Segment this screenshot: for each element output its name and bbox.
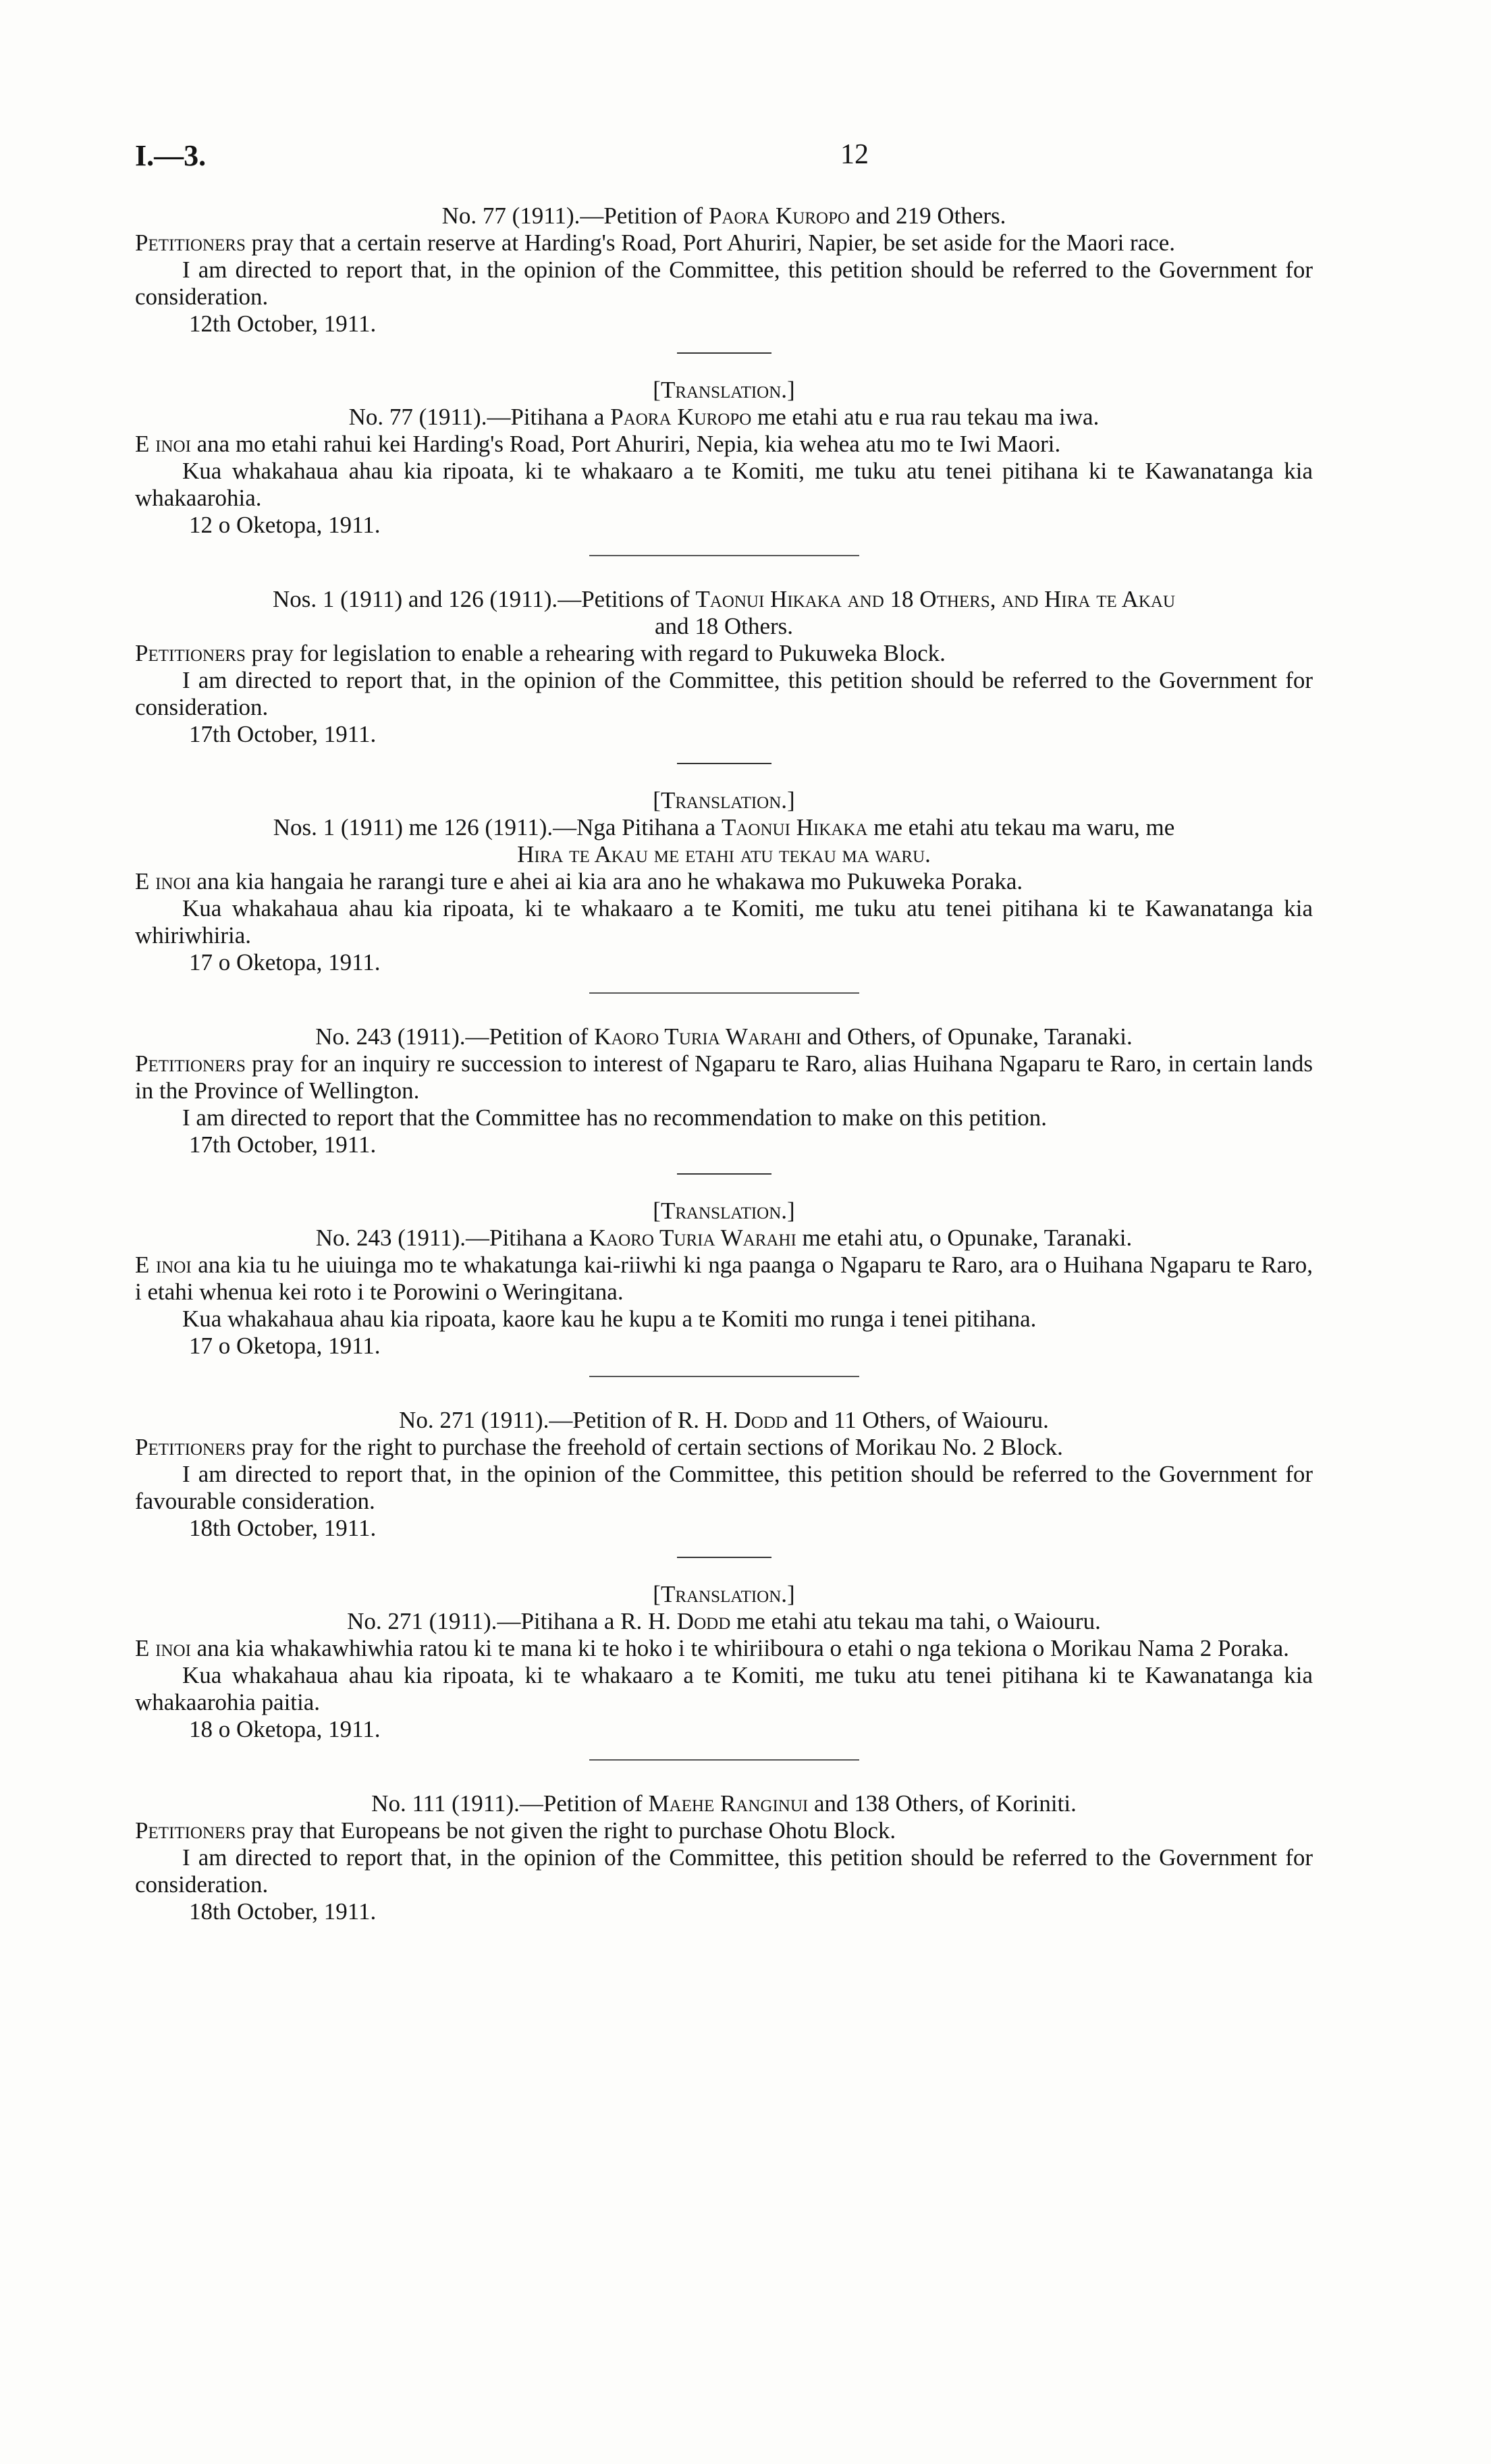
translation-body: E inoi ana kia tu he uiuinga mo te whakatunga kai-riiwhi ki nga paanga o Ngaparu te Raro, ara o Huihana Ngaparu te Raro, i etahi whenua kei roto i te Porowini o Weringitana. (135, 1252, 1313, 1305)
report-date: 18th October, 1911. (189, 1515, 377, 1541)
translation-body: E inoi ana kia hangaia he rarangi ture e ahei ai kia ara ano he whakawa mo Pukuweka Poraka. (135, 868, 1023, 894)
petition-section (135, 586, 1313, 994)
petitioner-name: Taonui Hikaka (695, 586, 842, 612)
translation-title: No. 77 (1911).—Pitihana a Paora Kuropo me etahi atu e rua rau tekau ma iwa. (348, 404, 1100, 430)
translation-report: Kua whakahaua ahau kia ripoata, kaore kau he kupu a te Komiti mo runga i tenei pitihana. (182, 1306, 1037, 1332)
petition-section (135, 1023, 1313, 1377)
petition-body: Petitioners pray for legislation to enable a rehearing with regard to Pukuweka Block. (135, 640, 946, 666)
section-divider (589, 1759, 859, 1761)
translation-date: 18 o Oketopa, 1911. (189, 1716, 381, 1742)
translation-body: E inoi ana kia whakawhiwhia ratou ki te mana ki te hoko i te whiriiboura o etahi o nga tekiona o Morikau Nama 2 Poraka. (135, 1635, 1289, 1661)
translation-label: [Translation.] (653, 377, 795, 403)
page-reference: I.—3. (135, 139, 207, 172)
petition-section (135, 1790, 1313, 1925)
report-date: 17th October, 1911. (189, 721, 377, 747)
translation-label: [Translation.] (653, 787, 795, 813)
divider (677, 1173, 771, 1175)
translation-label: [Translation.] (653, 1198, 795, 1224)
petition-body: Petitioners pray that Europeans be not given the right to purchase Ohotu Block. (135, 1817, 896, 1844)
committee-report: I am directed to report that, in the opinion of the Committee, this petition should be referred to the Government for favourable consideration. (135, 1461, 1313, 1514)
report-date: 18th October, 1911. (189, 1898, 377, 1925)
translation-date: 12 o Oketopa, 1911. (189, 512, 381, 538)
translation-report: Kua whakahaua ahau kia ripoata, ki te whakaaro a te Komiti, me tuku atu tenei pitihana ki te Kawanatanga kia whakaarohia paitia. (135, 1662, 1313, 1715)
divider (677, 352, 771, 354)
petition-body: Petitioners pray for the right to purchase the freehold of certain sections of Morikau No. 2 Block. (135, 1434, 1063, 1460)
document-body (135, 203, 1313, 1925)
petition-body: Petitioners pray for an inquiry re succession to interest of Ngaparu te Raro, alias Huihana Ngaparu te Raro, in certain lands in the Province of Wellington. (135, 1050, 1313, 1104)
translation-report: Kua whakahaua ahau kia ripoata, ki te whakaaro a te Komiti, me tuku atu tenei pitihana ki te Kawanatanga kia whakaarohia. (135, 458, 1313, 511)
translation-title: Nos. 1 (1911) me 126 (1911).—Nga Pitihana a Taonui Hikaka me etahi atu tekau ma waru, me (273, 814, 1175, 840)
translation-report: Kua whakahaua ahau kia ripoata, ki te whakaaro a te Komiti, me tuku atu tenei pitihana ki te Kawanatanga kia whiriwhiria. (135, 895, 1313, 948)
translation-date: 17 o Oketopa, 1911. (189, 949, 381, 975)
petition-body: Petitioners pray that a certain reserve at Harding's Road, Port Ahuriri, Napier, be set aside for the Maori race. (135, 230, 1176, 256)
translation-title-line2: Hira te Akau me etahi atu tekau ma waru. (517, 841, 931, 867)
translation-title: No. 243 (1911).—Pitihana a Kaoro Turia Warahi me etahi atu, o Opunake, Taranaki. (315, 1225, 1133, 1251)
translation-date: 17 o Oketopa, 1911. (189, 1333, 381, 1359)
committee-report: I am directed to report that, in the opinion of the Committee, this petition should be referred to the Government for consideration. (135, 257, 1313, 310)
page-number: 12 (840, 139, 869, 170)
committee-report: I am directed to report that the Committee has no recommendation to make on this petition. (182, 1104, 1048, 1131)
divider (677, 1557, 771, 1558)
petition-title: No. 111 (1911).—Petition of Maehe Ranginui and 138 Others, of Koriniti. (371, 1790, 1077, 1817)
petition-title: No. 271 (1911).—Petition of R. H. Dodd and 11 Others, of Waiouru. (399, 1407, 1049, 1433)
petition-section (135, 1407, 1313, 1761)
translation-label: [Translation.] (653, 1581, 795, 1607)
translation-title: No. 271 (1911).—Pitihana a R. H. Dodd me etahi atu tekau ma tahi, o Waiouru. (347, 1608, 1101, 1634)
committee-report: I am directed to report that, in the opinion of the Committee, this petition should be referred to the Government for consideration. (135, 1844, 1313, 1898)
translation-body: E inoi ana mo etahi rahui kei Harding's Road, Port Ahuriri, Nepia, kia wehea atu mo te Iwi Maori. (135, 431, 1061, 457)
petition-title: No. 243 (1911).—Petition of Kaoro Turia Warahi and Others, of Opunake, Taranaki. (315, 1023, 1133, 1050)
petition-title: No. 77 (1911).—Petition of Paora Kuropo and 219 Others. (441, 203, 1006, 229)
petitioner-name: Kaoro Turia Warahi (594, 1023, 802, 1050)
report-date: 12th October, 1911. (189, 311, 377, 337)
committee-report: I am directed to report that, in the opinion of the Committee, this petition should be referred to the Government for consideration. (135, 667, 1313, 720)
petition-title-line2: and 18 Others. (654, 613, 794, 639)
petitioner-name: R. H. Dodd (677, 1407, 788, 1433)
divider (677, 763, 771, 764)
page-header (135, 138, 1303, 179)
petitioner-name: Maehe Ranginui (648, 1790, 809, 1817)
section-divider (589, 992, 859, 994)
section-divider (589, 555, 859, 556)
petition-title: Nos. 1 (1911) and 126 (1911).—Petitions of Taonui Hikaka and 18 Others, and Hira te Akau (272, 586, 1176, 612)
report-date: 17th October, 1911. (189, 1131, 377, 1158)
section-divider (589, 1376, 859, 1377)
petition-section (135, 203, 1313, 556)
petitioner-name: Paora Kuropo (708, 203, 850, 229)
